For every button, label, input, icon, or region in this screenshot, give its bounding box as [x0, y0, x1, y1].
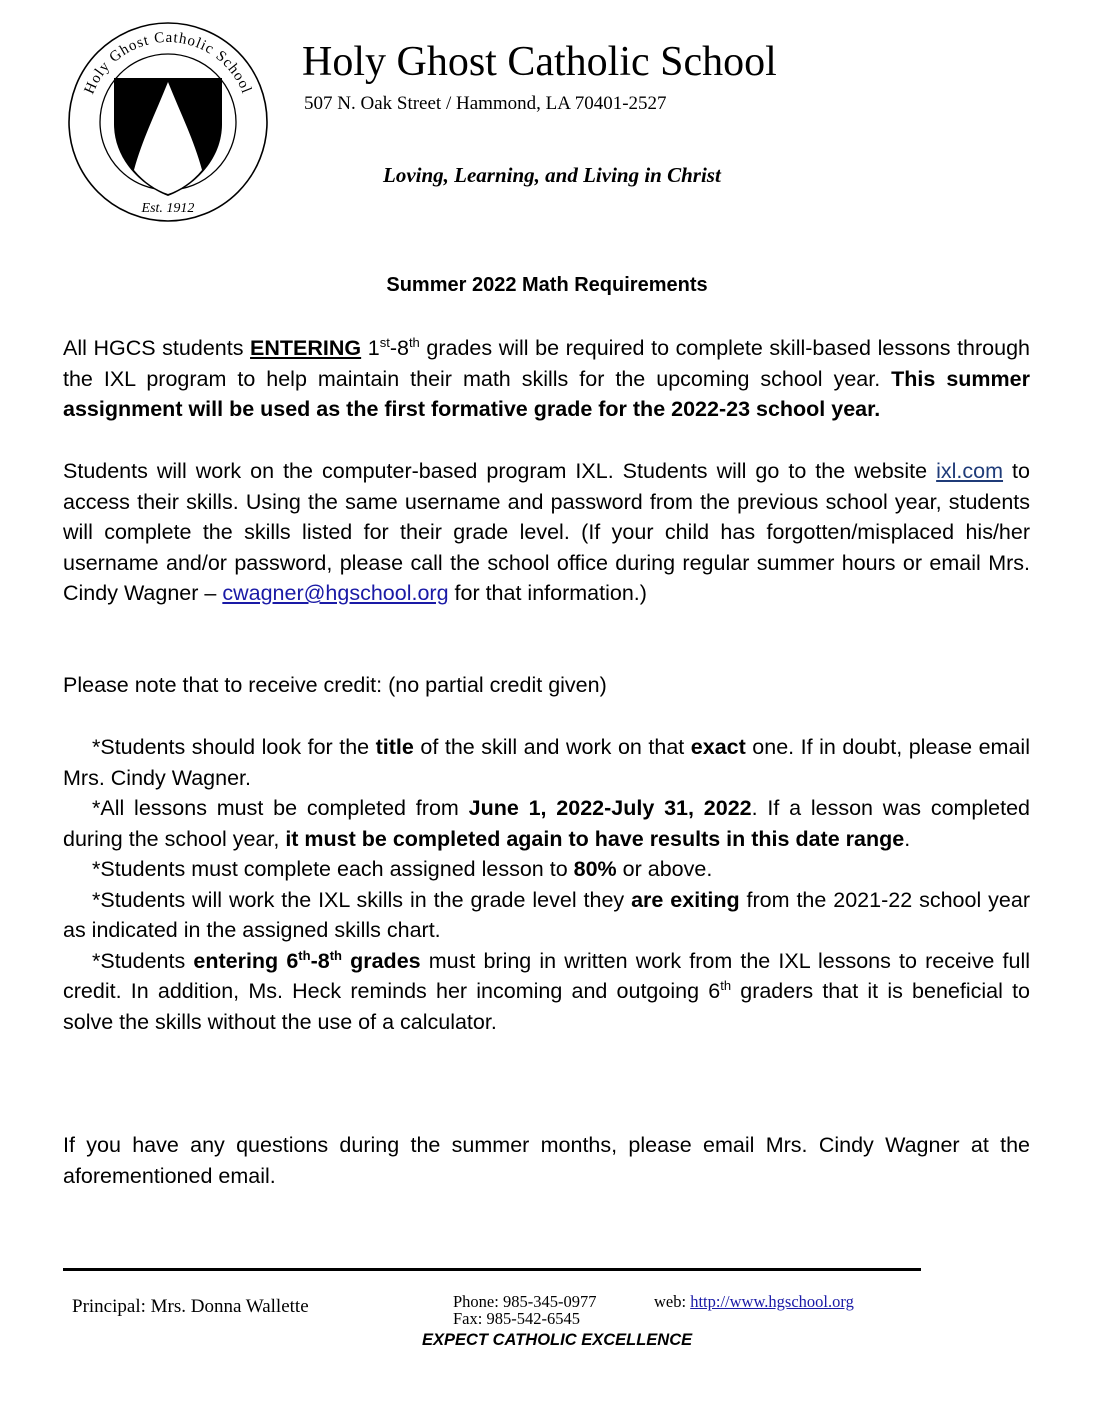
rule-item: *All lessons must be completed from June 1, 2022-July 31, 2022. If a lesson was completed during the school year, it must be completed again to have results in this date range.	[63, 796, 1031, 851]
svg-text:Est. 1912: Est. 1912	[141, 201, 195, 216]
email-link[interactable]: cwagner@hgschool.org	[222, 581, 449, 605]
website-link[interactable]: http://www.hgschool.org	[690, 1292, 854, 1311]
intro-paragraph: All HGCS students ENTERING 1st-8th grades will be required to complete skill-based lessons through the IXL program to help maintain their math skills for the upcoming school year. This summer assignment will be used as the first formative grade for the 2022-23 school year.	[63, 334, 1030, 421]
svg-text:Holy Ghost Catholic School: Holy Ghost Catholic School	[81, 29, 255, 97]
website: web: http://www.hgschool.org	[654, 1292, 854, 1311]
questions-paragraph: If you have any questions during the summer months, please email Mrs. Cindy Wagner at the aforementioned email.	[63, 1133, 1030, 1188]
footer-divider	[63, 1268, 921, 1271]
credit-note: Please note that to receive credit: (no partial credit given)	[63, 673, 607, 697]
instructions-paragraph: Students will work on the computer-based program IXL. Students will go to the website ixl.com to access their skills. Using the same username and password from the previous school year, students will complete the skills listed for their grade level. (If your child has forgotten/misplaced his/her username and/or password, please call the school office during regular summer hours or email Mrs. Cindy Wagner – cwagner@hgschool.org for that information.)	[63, 459, 1030, 605]
school-seal-logo	[66, 20, 270, 224]
school-name: Holy Ghost Catholic School	[302, 39, 777, 85]
rule-item: *Students entering 6th-8th grades must bring in written work from the IXL lessons to receive full credit. In addition, Ms. Heck reminds her incoming and outgoing 6th graders that it is beneficial to solve the skills without the use of a calculator.	[63, 947, 1030, 1034]
document-title: Summer 2022 Math Requirements	[386, 274, 708, 296]
school-address: 507 N. Oak Street / Hammond, LA 70401-2527	[304, 93, 667, 114]
footer-slogan: EXPECT CATHOLIC EXCELLENCE	[422, 1331, 693, 1349]
rule-item: *Students should look for the title of the skill and work on that exact one. If in doubt, please email Mrs. Cindy Wagner.	[63, 735, 1030, 790]
rule-item: *Students will work the IXL skills in the grade level they are exiting from the 2021-22 school year as indicated in the assigned skills chart.	[63, 887, 1030, 942]
school-motto: Loving, Learning, and Living in Christ	[383, 163, 721, 187]
phone-number: Phone: 985-345-0977	[453, 1292, 597, 1311]
principal-name: Principal: Mrs. Donna Wallette	[72, 1296, 309, 1317]
ixl-link[interactable]: ixl.com	[936, 459, 1004, 483]
rule-item: *Students must complete each assigned lesson to 80% or above.	[92, 857, 713, 881]
credit-rules-list	[63, 732, 1030, 1037]
entering-emphasis: ENTERING	[250, 336, 362, 360]
fax-number: Fax: 985-542-6545	[453, 1309, 580, 1328]
